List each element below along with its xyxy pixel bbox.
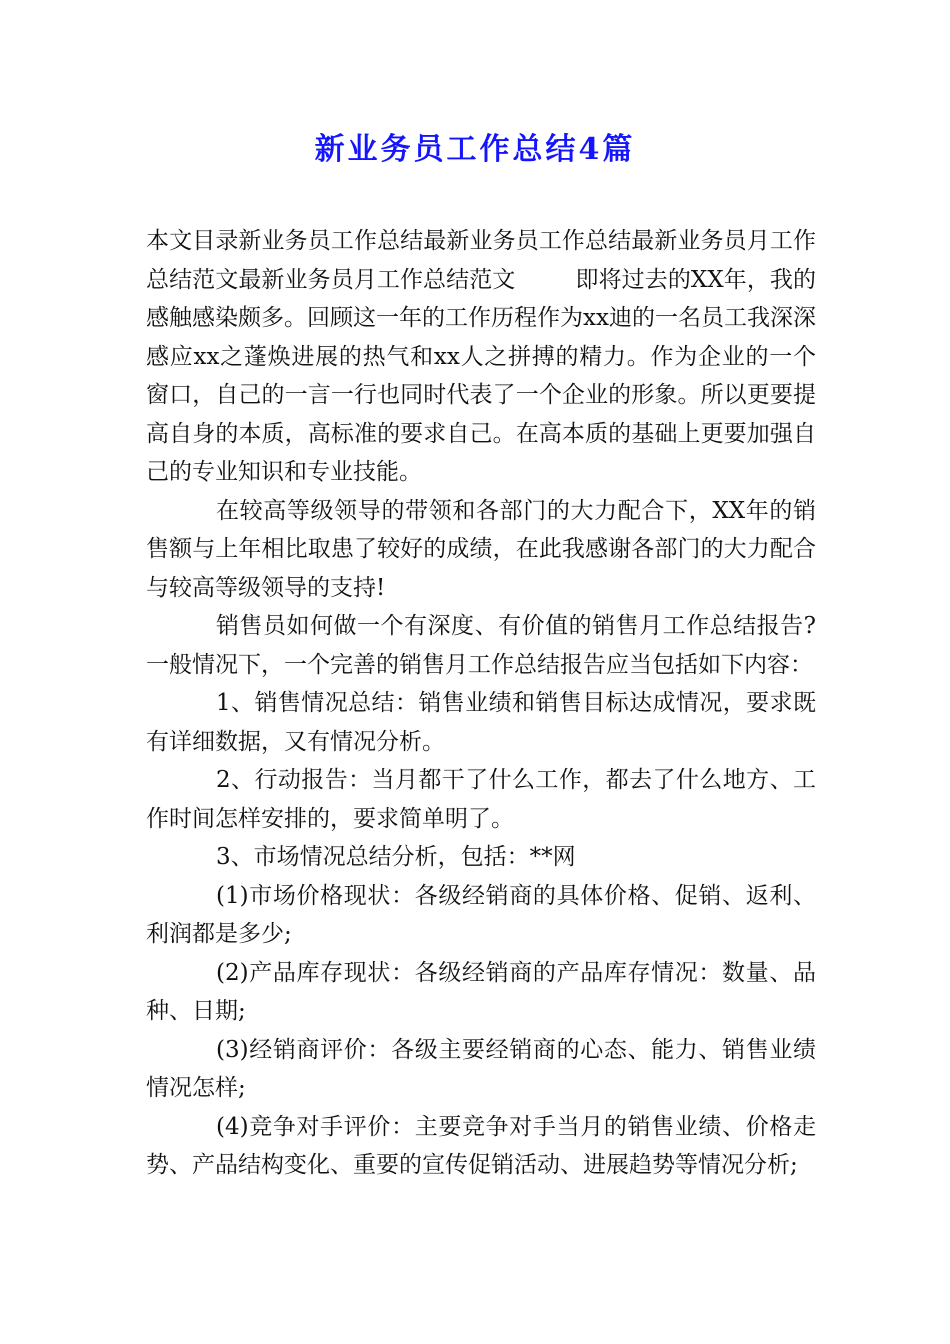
document-title: 新业务员工作总结4篇 [314,132,636,167]
sub-list-item: (2)产品库存现状：各级经销商的产品库存情况：数量、品种、日期; [146,959,816,1024]
sub-list-item: (4)竞争对手评价：主要竞争对手当月的销售业绩、价格走势、产品结构变化、重要的宣传促销活动、进展趋势等情况分析; [146,1113,816,1178]
document-body [146,222,816,1185]
paragraph: 销售员如何做一个有深度、有价值的销售月工作总结报告?一般情况下，一个完善的销售月工作总结报告应当包括如下内容： [146,613,816,678]
paragraph-toc [146,222,816,492]
sub-list-item: (3)经销商评价：各级主要经销商的心态、能力、销售业绩情况怎样; [146,1036,816,1101]
paragraph: 在较高等级领导的带领和各部门的大力配合下，XX年的销售额与上年相比取患了较好的成绩，在此我感谢各部门的大力配合与较高等级领导的支持! [146,497,816,601]
sub-list-item: (1)市场价格现状：各级经销商的具体价格、促销、返利、利润都是多少; [146,882,816,947]
list-item: 3、市场情况总结分析，包括：**网 [216,844,576,870]
intro-text: 即将过去的XX年，我的感触感染颇多。回顾这一年的工作历程作为xx迪的一名员工我深深感应xx之蓬焕进展的热气和xx人之拼搏的精力。作为企业的一个窗口，自己的一言一行也同时代表了一个企业的形象。所以更要提高自身的本质，高标准的要求自己。在高本质的基础上更要加强自己的专业知识和专业技能。 [146,266,817,485]
list-item: 1、销售情况总结：销售业绩和销售目标达成情况，要求既有详细数据，又有情况分析。 [146,690,816,755]
list-item: 2、行动报告：当月都干了什么工作，都去了什么地方、工作时间怎样安排的，要求简单明了。 [146,767,816,832]
toc-text: 本文目录新业务员工作总结最新业务员工作总结最新业务员月工作总结范文最新业务员月工作总结范文 [146,228,816,293]
